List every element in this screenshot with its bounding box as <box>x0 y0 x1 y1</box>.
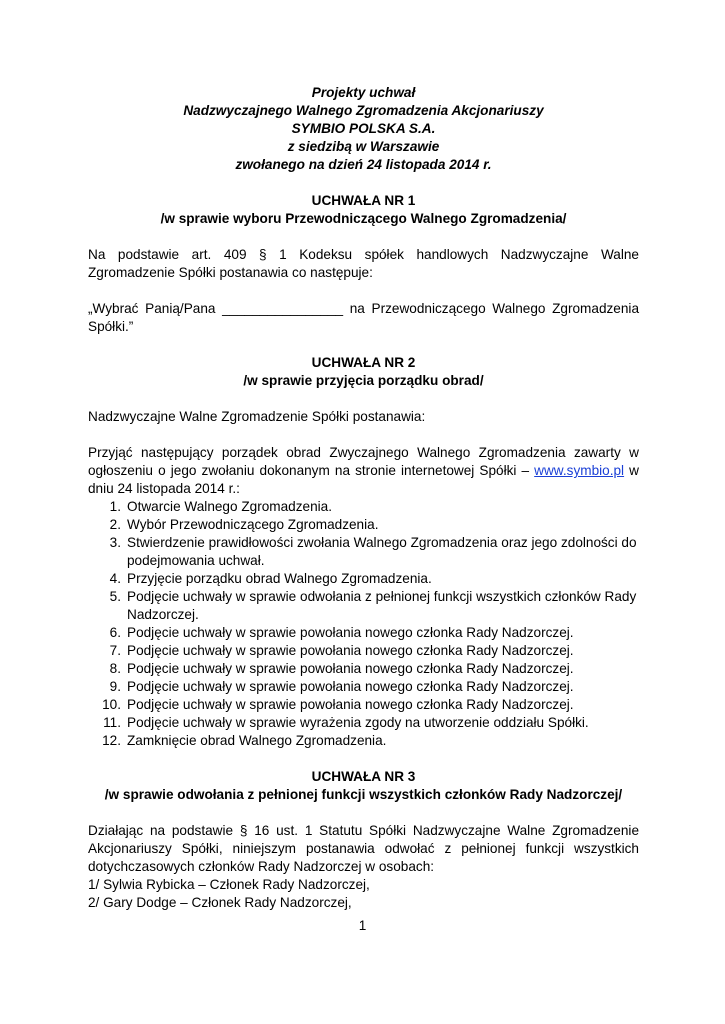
agenda-item <box>88 714 639 732</box>
agenda-item-text: Podjęcie uchwały w sprawie powołania nowego członka Rady Nadzorczej. <box>127 679 574 694</box>
resolution-3-member-2: 2/ Gary Dodge – Członek Rady Nadzorczej, <box>88 895 352 910</box>
agenda-item-text: Podjęcie uchwały w sprawie powołania nowego członka Rady Nadzorczej. <box>127 625 574 640</box>
agenda-item-text: Przyjęcie porządku obrad Walnego Zgromadzenia. <box>127 571 432 586</box>
agenda-item <box>88 534 639 570</box>
agenda-item <box>88 588 639 624</box>
agenda-item-text: Zamknięcie obrad Walnego Zgromadzenia. <box>127 733 387 748</box>
resolution-3-title: UCHWAŁA NR 3 <box>311 769 416 784</box>
resolution-2 <box>88 354 639 750</box>
resolution-1-paragraph-2: „Wybrać Panią/Pana ________________ na Przewodniczącego Walnego Zgromadzenia Spółki.” <box>88 301 639 334</box>
resolution-3-subtitle: /w sprawie odwołania z pełnionej funkcji wszystkich członków Rady Nadzorczej/ <box>104 787 623 802</box>
agenda-item <box>88 570 639 588</box>
agenda-item-number: 7. <box>109 643 121 658</box>
resolution-3 <box>88 768 639 912</box>
agenda-item <box>88 498 639 516</box>
agenda-item-text: Stwierdzenie prawidłowości zwołania Walnego Zgromadzenia oraz jego zdolności do podejmowania uchwał. <box>127 535 637 568</box>
agenda-item <box>88 732 639 750</box>
agenda-item-text: Podjęcie uchwały w sprawie powołania nowego członka Rady Nadzorczej. <box>127 697 574 712</box>
header-title: Projekty uchwał <box>311 85 416 100</box>
agenda-item <box>88 660 639 678</box>
agenda-list <box>88 498 639 750</box>
resolution-3-member-1: 1/ Sylwia Rybicka – Członek Rady Nadzorczej, <box>88 877 370 892</box>
document-header <box>88 84 639 174</box>
agenda-item-number: 5. <box>109 589 121 604</box>
agenda-item-number: 6. <box>109 625 121 640</box>
agenda-item-text: Podjęcie uchwały w sprawie odwołania z pełnionej funkcji wszystkich członków Rady Nadzorczej. <box>127 589 637 622</box>
page-number: 1 <box>358 918 367 933</box>
header-meeting: Nadzwyczajnego Walnego Zgromadzenia Akcjonariuszy <box>183 103 544 118</box>
agenda-item-text: Otwarcie Walnego Zgromadzenia. <box>127 499 333 514</box>
document-body <box>88 84 639 912</box>
company-website-link[interactable]: www.symbio.pl <box>534 463 625 478</box>
agenda-item <box>88 642 639 660</box>
agenda-item-text: Podjęcie uchwały w sprawie wyrażenia zgody na utworzenie oddziału Spółki. <box>127 715 589 730</box>
agenda-item-number: 10. <box>102 697 121 712</box>
header-company: SYMBIO POLSKA S.A. <box>291 121 436 136</box>
header-date: zwołanego na dzień 24 listopada 2014 r. <box>235 157 492 172</box>
agenda-item <box>88 624 639 642</box>
agenda-item-number: 8. <box>109 661 121 676</box>
resolution-1-subtitle: /w sprawie wyboru Przewodniczącego Walnego Zgromadzenia/ <box>160 211 567 226</box>
resolution-2-paragraph-2-date: w dniu 24 listopada 2014 r.: <box>88 463 639 496</box>
agenda-item <box>88 696 639 714</box>
agenda-item-number: 4. <box>109 571 121 586</box>
agenda-item-number: 9. <box>109 679 121 694</box>
agenda-item-number: 3. <box>109 535 121 550</box>
agenda-item-number: 1. <box>109 499 121 514</box>
resolution-2-paragraph-1: Nadzwyczajne Walne Zgromadzenie Spółki postanawia: <box>88 409 426 424</box>
agenda-item <box>88 516 639 534</box>
agenda-item-text: Podjęcie uchwały w sprawie powołania nowego członka Rady Nadzorczej. <box>127 661 574 676</box>
agenda-item-number: 11. <box>103 715 121 730</box>
resolution-3-paragraph-1: Działając na podstawie § 16 ust. 1 Statutu Spółki Nadzwyczajne Walne Zgromadzenie Akcjonariuszy Spółki, niniejszym postanawia odwołać z pełnionej funkcji wszystkich dotychczasowych członków Rady Nadzorczej w osobach: <box>88 823 639 874</box>
agenda-item <box>88 678 639 696</box>
agenda-item-text: Wybór Przewodniczącego Zgromadzenia. <box>127 517 379 532</box>
resolution-2-subtitle: /w sprawie przyjęcia porządku obrad/ <box>243 373 484 388</box>
header-seat: z siedzibą w Warszawie <box>287 139 440 154</box>
agenda-item-number: 12. <box>102 733 121 748</box>
agenda-item-number: 2. <box>109 517 121 532</box>
resolution-2-paragraph-2 <box>88 444 639 498</box>
resolution-1 <box>88 192 639 336</box>
resolution-1-title: UCHWAŁA NR 1 <box>311 193 416 208</box>
resolution-2-title: UCHWAŁA NR 2 <box>311 355 416 370</box>
agenda-item-text: Podjęcie uchwały w sprawie powołania nowego członka Rady Nadzorczej. <box>127 643 574 658</box>
resolution-2-paragraph-2-text: Przyjąć następujący porządek obrad Zwyczajnego Walnego Zgromadzenia zawarty w ogłoszeniu o jego zwołaniu dokonanym na stronie internetowej Spółki – <box>88 445 639 478</box>
resolution-1-paragraph-1: Na podstawie art. 409 § 1 Kodeksu spółek handlowych Nadzwyczajne Walne Zgromadzenie Spółki postanawia co następuje: <box>88 247 639 280</box>
